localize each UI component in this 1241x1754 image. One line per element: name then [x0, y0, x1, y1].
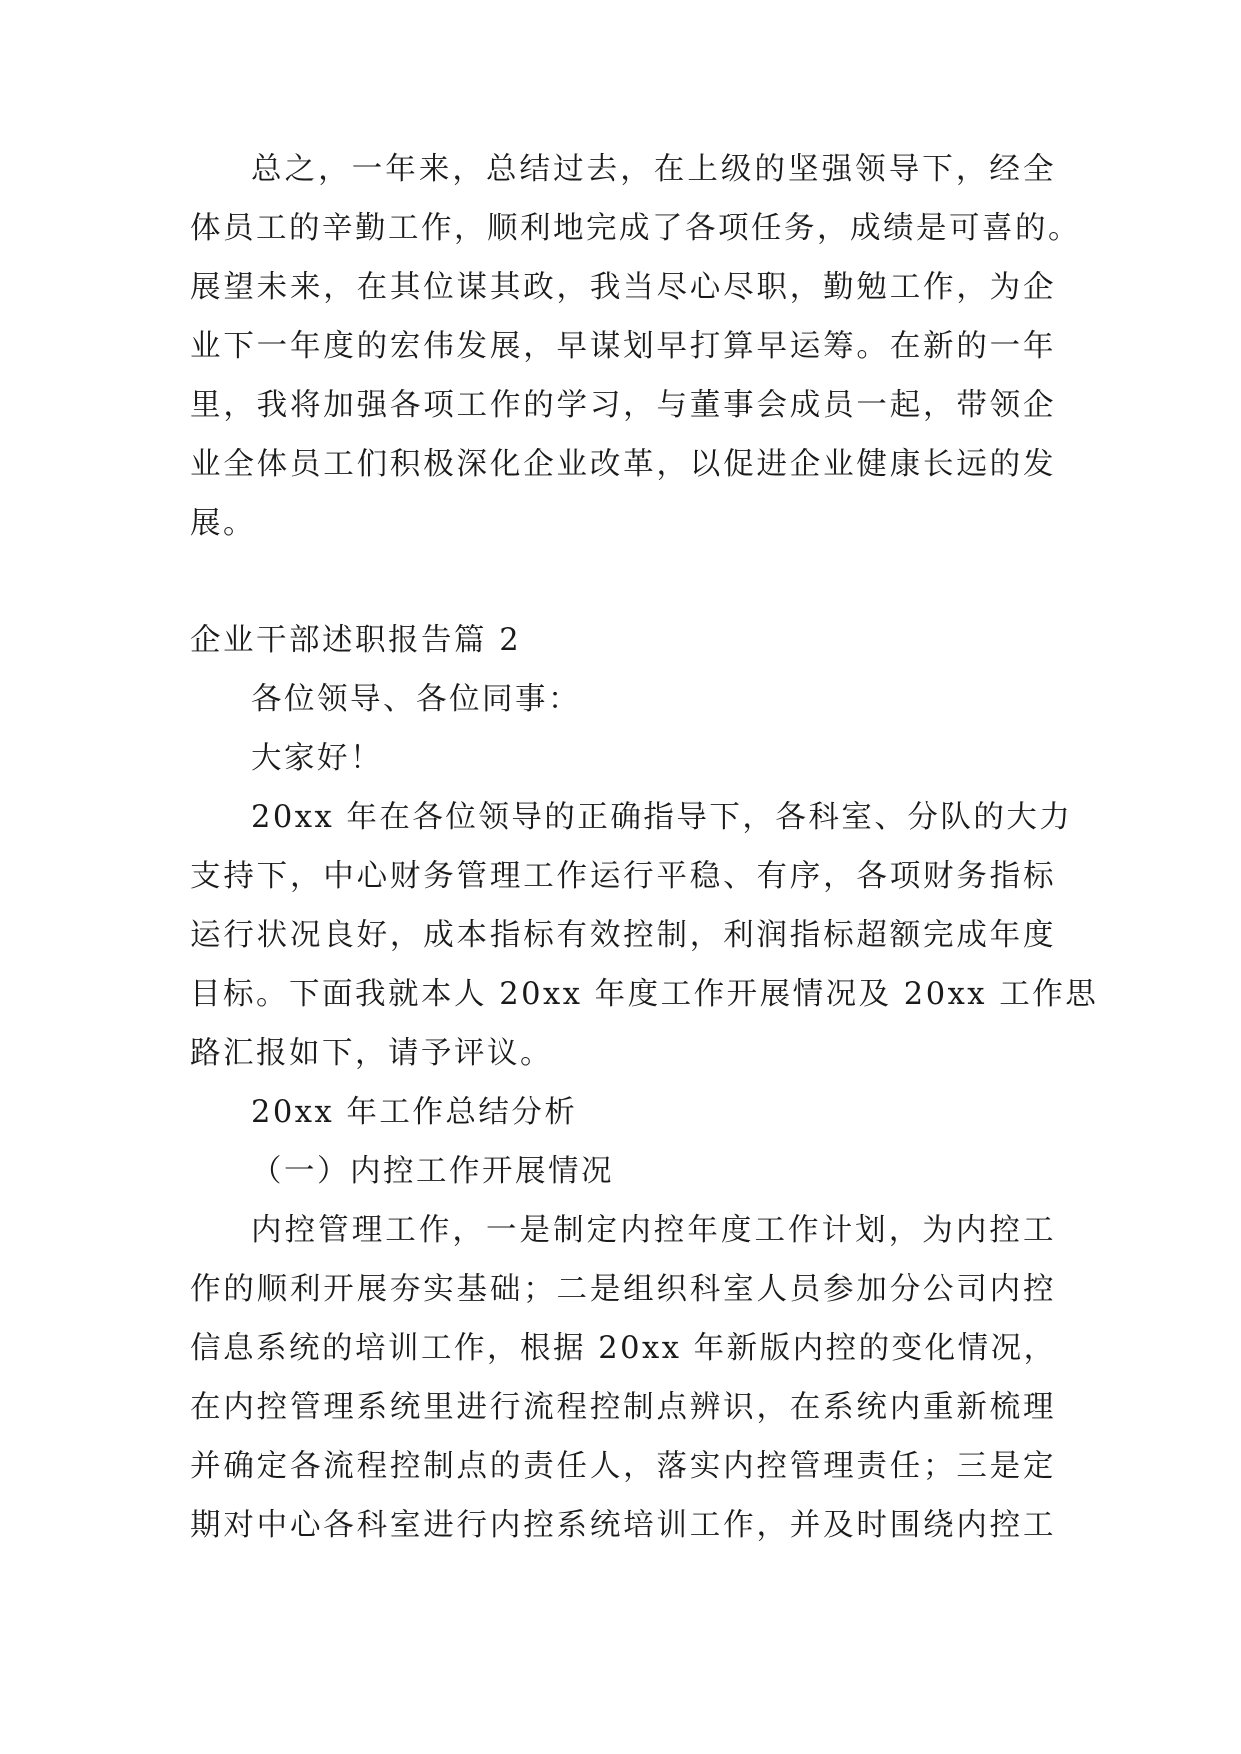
paragraph-line: 展。	[190, 506, 256, 541]
paragraph-line: 业下一年度的宏伟发展，早谋划早打算早运筹。在新的一年	[190, 329, 1056, 364]
subheading: （一）内控工作开展情况	[251, 1154, 614, 1189]
paragraph-line: 在内控管理系统里进行流程控制点辨识，在系统内重新梳理	[190, 1390, 1056, 1425]
paragraph-line: 期对中心各科室进行内控系统培训工作，并及时围绕内控工	[190, 1508, 1056, 1543]
summary-heading: 20xx 年工作总结分析	[251, 1095, 578, 1130]
paragraph-line: 业全体员工们积极深化企业改革，以促进企业健康长远的发	[190, 447, 1056, 482]
paragraph-line: 体员工的辛勤工作，顺利地完成了各项任务，成绩是可喜的。	[190, 211, 1081, 246]
paragraph-line: 总之，一年来，总结过去，在上级的坚强领导下，经全	[251, 152, 1056, 187]
paragraph-line: 运行状况良好，成本指标有效控制，利润指标超额完成年度	[190, 918, 1056, 953]
greeting: 各位领导、各位同事：	[251, 682, 581, 717]
paragraph-line: 目标。下面我就本人 20xx 年度工作开展情况及 20xx 工作思	[190, 977, 1099, 1012]
paragraph-line: 20xx 年在各位领导的正确指导下，各科室、分队的大力	[251, 800, 1073, 835]
salutation: 大家好！	[251, 741, 383, 776]
paragraph-line: 并确定各流程控制点的责任人，落实内控管理责任；三是定	[190, 1449, 1056, 1484]
paragraph-line: 信息系统的培训工作，根据 20xx 年新版内控的变化情况，	[190, 1331, 1057, 1366]
paragraph-line: 内控管理工作，一是制定内控年度工作计划，为内控工	[251, 1213, 1056, 1248]
paragraph-line: 支持下，中心财务管理工作运行平稳、有序，各项财务指标	[190, 859, 1056, 894]
section-title: 企业干部述职报告篇 2	[190, 623, 522, 658]
paragraph-line: 作的顺利开展夯实基础；二是组织科室人员参加分公司内控	[190, 1272, 1056, 1307]
paragraph-line: 路汇报如下，请予评议。	[190, 1036, 553, 1071]
paragraph-line: 展望未来，在其位谋其政，我当尽心尽职，勤勉工作，为企	[190, 270, 1056, 305]
paragraph-line: 里，我将加强各项工作的学习，与董事会成员一起，带领企	[190, 388, 1056, 423]
